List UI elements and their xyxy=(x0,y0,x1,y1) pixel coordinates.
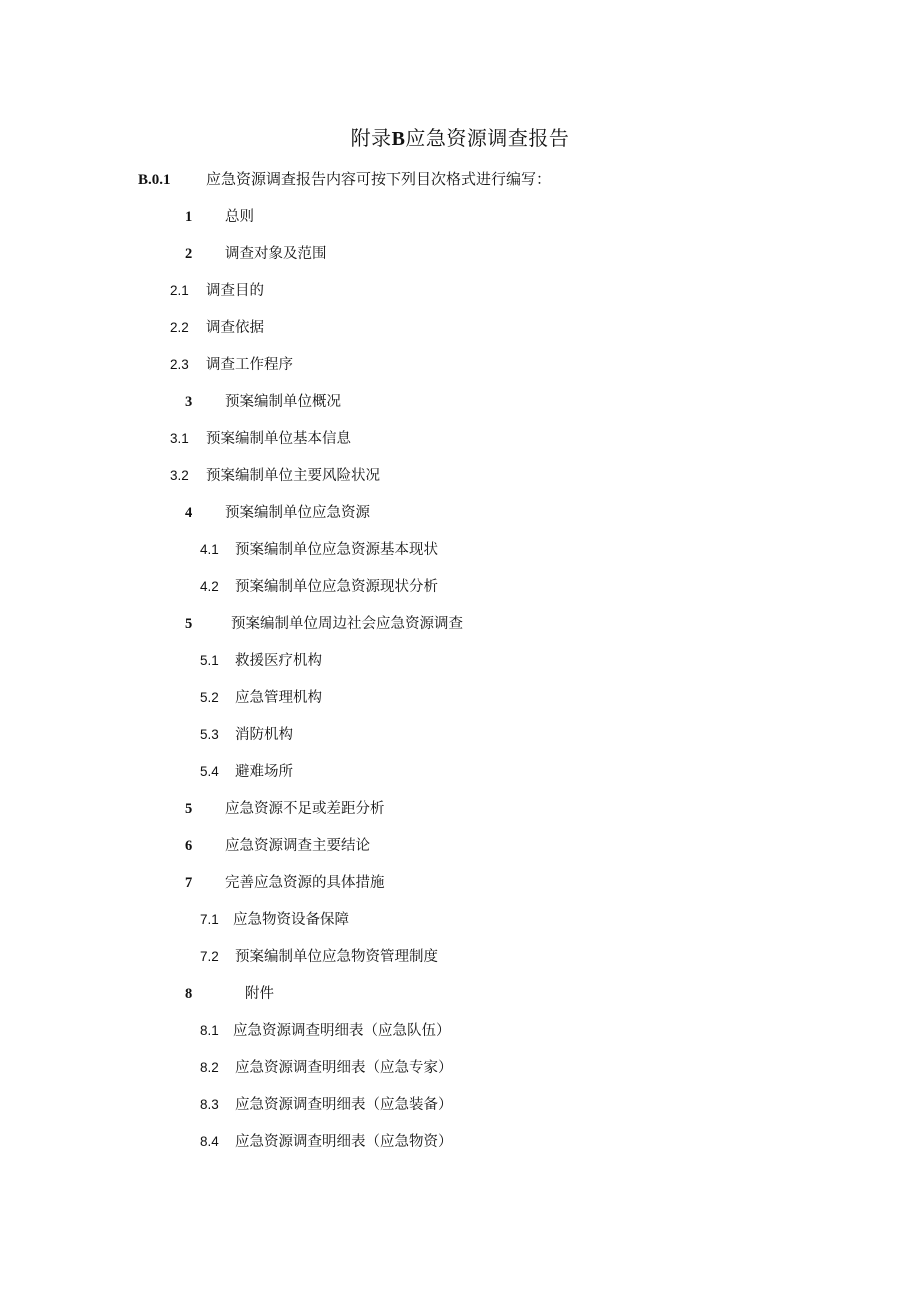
toc-item-text: 预案编制单位应急资源现状分析 xyxy=(235,579,438,595)
title-rest: 应急资源调查报告 xyxy=(405,126,570,150)
toc-item-text: 调查对象及范围 xyxy=(225,246,327,262)
intro-clause xyxy=(138,168,551,189)
toc-item-text: 预案编制单位应急资源 xyxy=(225,505,370,521)
toc-item xyxy=(185,982,274,1003)
toc-item-number: 2.1 xyxy=(170,283,189,298)
toc-item xyxy=(185,501,370,522)
toc-item-number: 2 xyxy=(185,246,193,262)
toc-item-text: 应急管理机构 xyxy=(235,690,322,706)
toc-item xyxy=(185,242,327,263)
toc-item xyxy=(200,686,322,707)
toc-item-text: 附件 xyxy=(245,986,274,1002)
toc-item-text: 调查目的 xyxy=(206,283,264,299)
toc-item-text: 应急资源不足或差距分析 xyxy=(225,801,385,817)
toc-item-text: 应急物资设备保障 xyxy=(233,912,349,928)
toc-item xyxy=(170,316,264,337)
toc-item-number: 5.1 xyxy=(200,653,219,668)
page-title xyxy=(0,122,920,151)
toc-item xyxy=(185,612,463,633)
toc-item-text: 应急资源调查明细表（应急物资） xyxy=(235,1134,453,1150)
toc-item-number: 5.3 xyxy=(200,727,219,742)
toc-item xyxy=(200,908,349,929)
toc-item-number: 8.1 xyxy=(200,1023,219,1038)
toc-item-text: 消防机构 xyxy=(235,727,293,743)
toc-item xyxy=(185,834,370,855)
toc-item xyxy=(170,427,351,448)
toc-item-number: 5 xyxy=(185,801,193,817)
toc-item-number: 4 xyxy=(185,505,193,521)
toc-item-text: 预案编制单位概况 xyxy=(225,394,341,410)
toc-item-number: 5.2 xyxy=(200,690,219,705)
toc-item xyxy=(185,797,385,818)
toc-item-text: 预案编制单位主要风险状况 xyxy=(206,468,380,484)
toc-item-number: 3.2 xyxy=(170,468,189,483)
toc-item xyxy=(170,353,293,374)
toc-item-text: 预案编制单位基本信息 xyxy=(206,431,351,447)
toc-item-text: 预案编制单位应急物资管理制度 xyxy=(235,949,438,965)
toc-item xyxy=(170,464,380,485)
toc-item-number: 8 xyxy=(185,986,193,1002)
toc-item xyxy=(185,205,254,226)
toc-item-text: 调查依据 xyxy=(206,320,264,336)
toc-item xyxy=(170,279,264,300)
toc-item xyxy=(185,871,385,892)
toc-item-text: 应急资源调查明细表（应急专家） xyxy=(235,1060,453,1076)
toc-item-number: 4.1 xyxy=(200,542,219,557)
toc-item-text: 应急资源调查明细表（应急装备） xyxy=(235,1097,453,1113)
toc-item-number: 8.3 xyxy=(200,1097,219,1112)
toc-item xyxy=(200,760,293,781)
toc-item-text: 调查工作程序 xyxy=(206,357,293,373)
toc-item-number: 7.2 xyxy=(200,949,219,964)
toc-item-text: 避难场所 xyxy=(235,764,293,780)
toc-item xyxy=(200,1019,451,1040)
toc-item xyxy=(200,538,438,559)
toc-item xyxy=(200,723,293,744)
toc-item xyxy=(200,945,438,966)
toc-item-number: 7.1 xyxy=(200,912,219,927)
toc-item-number: 4.2 xyxy=(200,579,219,594)
toc-item-number: 7 xyxy=(185,875,193,891)
toc-item-number: 6 xyxy=(185,838,193,854)
toc-item-text: 完善应急资源的具体措施 xyxy=(225,875,385,891)
toc-item-number: 2.3 xyxy=(170,357,189,372)
toc-item-number: 3 xyxy=(185,394,193,410)
title-prefix: 附录 xyxy=(350,126,392,150)
toc-item-text: 应急资源调查明细表（应急队伍） xyxy=(233,1023,451,1039)
title-letter: B xyxy=(391,128,406,150)
toc-item-number: 5.4 xyxy=(200,764,219,779)
toc-item-number: 5 xyxy=(185,616,193,632)
toc-item-text: 总则 xyxy=(225,209,254,225)
toc-item xyxy=(200,649,322,670)
toc-item xyxy=(200,1130,453,1151)
toc-item-number: 8.4 xyxy=(200,1134,219,1149)
toc-item-text: 应急资源调查主要结论 xyxy=(225,838,370,854)
toc-item-text: 救援医疗机构 xyxy=(235,653,322,669)
clause-text: 应急资源调查报告内容可按下列目次格式进行编写： xyxy=(206,170,552,188)
toc-item-number: 1 xyxy=(185,209,193,225)
toc-item-text: 预案编制单位周边社会应急资源调查 xyxy=(231,616,463,632)
toc-item-number: 3.1 xyxy=(170,431,189,446)
toc-item-number: 2.2 xyxy=(170,320,189,335)
clause-number: B.0.1 xyxy=(138,172,171,188)
toc-item xyxy=(185,390,341,411)
toc-item-text: 预案编制单位应急资源基本现状 xyxy=(235,542,438,558)
toc-item xyxy=(200,575,438,596)
toc-item xyxy=(200,1093,453,1114)
toc-item xyxy=(200,1056,453,1077)
toc-item-number: 8.2 xyxy=(200,1060,219,1075)
